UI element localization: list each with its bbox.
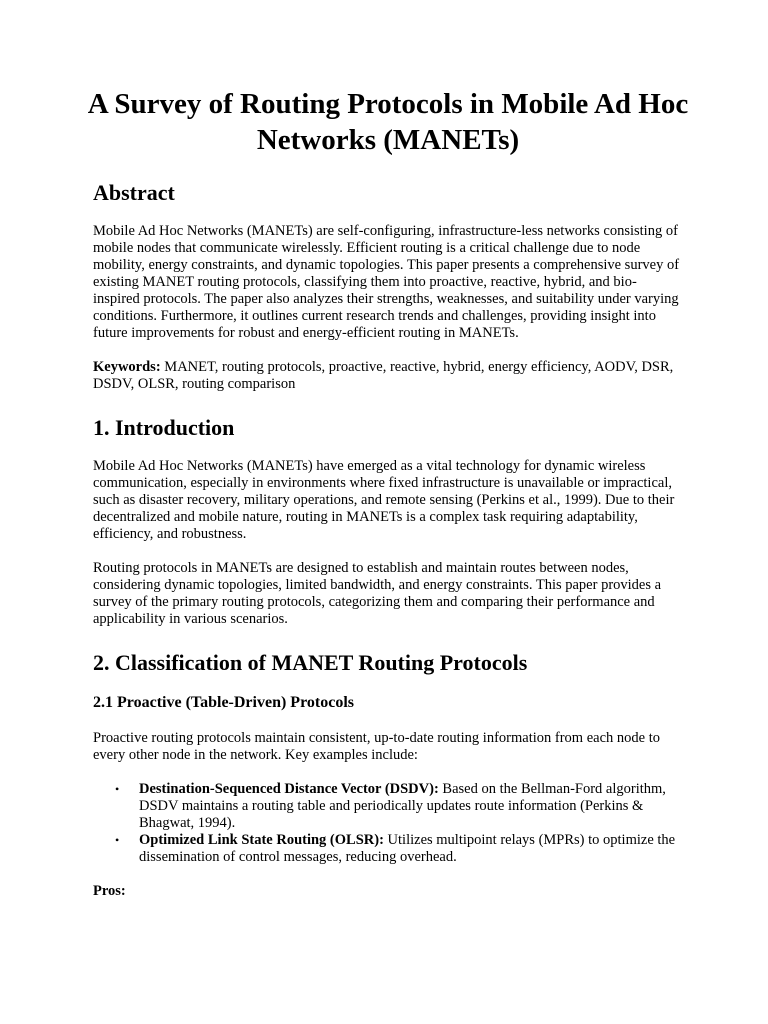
paper-title: A Survey of Routing Protocols in Mobile Ad Hoc Networks (MANETs): [87, 88, 689, 156]
pros-label: [93, 883, 683, 900]
keywords-paragraph: [93, 359, 683, 393]
list-item: [93, 832, 683, 866]
proactive-subheading: 2.1 Proactive (Table-Driven) Protocols: [93, 694, 354, 711]
classification-heading: 2. Classification of MANET Routing Protocols: [93, 650, 528, 675]
abstract-paragraph: Mobile Ad Hoc Networks (MANETs) are self-configuring, infrastructure-less networks consisting of mobile nodes that communicate wirelessly. Efficient routing is a critical challenge due to node mobility, energy constraints, and dynamic topologies. This paper presents a comprehensive survey of existing MANET routing protocols, classifying them into proactive, reactive, hybrid, and bio-inspired protocols. The paper also analyzes their strengths, weaknesses, and suitability under varying conditions. Furthermore, it outlines current research trends and challenges, providing insight into future improvements for robust and energy-efficient routing in MANETs.: [93, 223, 680, 341]
introduction-paragraph: Mobile Ad Hoc Networks (MANETs) have emerged as a vital technology for dynamic wireless communication, especially in environments where fixed infrastructure is unavailable or impractical, such as disaster recovery, military operations, and remote sensing (Perkins et al., 1999). Due to their decentralized and mobile nature, routing in MANETs is a complex task requiring adaptability, efficiency, and robustness.: [93, 458, 675, 542]
abstract-heading: Abstract: [93, 180, 175, 205]
keywords-text: MANET, routing protocols, proactive, reactive, hybrid, energy efficiency, AODV, DSR, DSDV, OLSR, routing comparison: [93, 359, 674, 392]
protocol-term: Destination-Sequenced Distance Vector (DSDV):: [139, 781, 439, 797]
protocol-term: Optimized Link State Routing (OLSR):: [139, 832, 384, 848]
bullet-icon: •: [115, 833, 120, 847]
list-item: [93, 781, 683, 832]
bullet-icon: •: [115, 782, 120, 796]
keywords-label: Keywords:: [93, 359, 161, 375]
pros-label-text: Pros:: [93, 883, 126, 899]
introduction-paragraph: Routing protocols in MANETs are designed to establish and maintain routes between nodes, considering dynamic topologies, limited bandwidth, and energy constraints. This paper provides a survey of the primary routing protocols, categorizing them and comparing their performance and applicability in various scenarios.: [93, 560, 662, 627]
protocol-description: Based on the Bellman-Ford algorithm, DSDV maintains a routing table and periodically updates route information (Perkins & Bhagwat, 1994).: [139, 781, 666, 831]
protocol-description: Utilizes multipoint relays (MPRs) to optimize the dissemination of control messages, reducing overhead.: [139, 832, 676, 865]
document-page: [87, 86, 689, 900]
proactive-paragraph: Proactive routing protocols maintain consistent, up-to-date routing information from each node to every other node in the network. Key examples include:: [93, 730, 660, 763]
protocol-list: [93, 781, 683, 866]
introduction-heading: 1. Introduction: [93, 415, 235, 440]
